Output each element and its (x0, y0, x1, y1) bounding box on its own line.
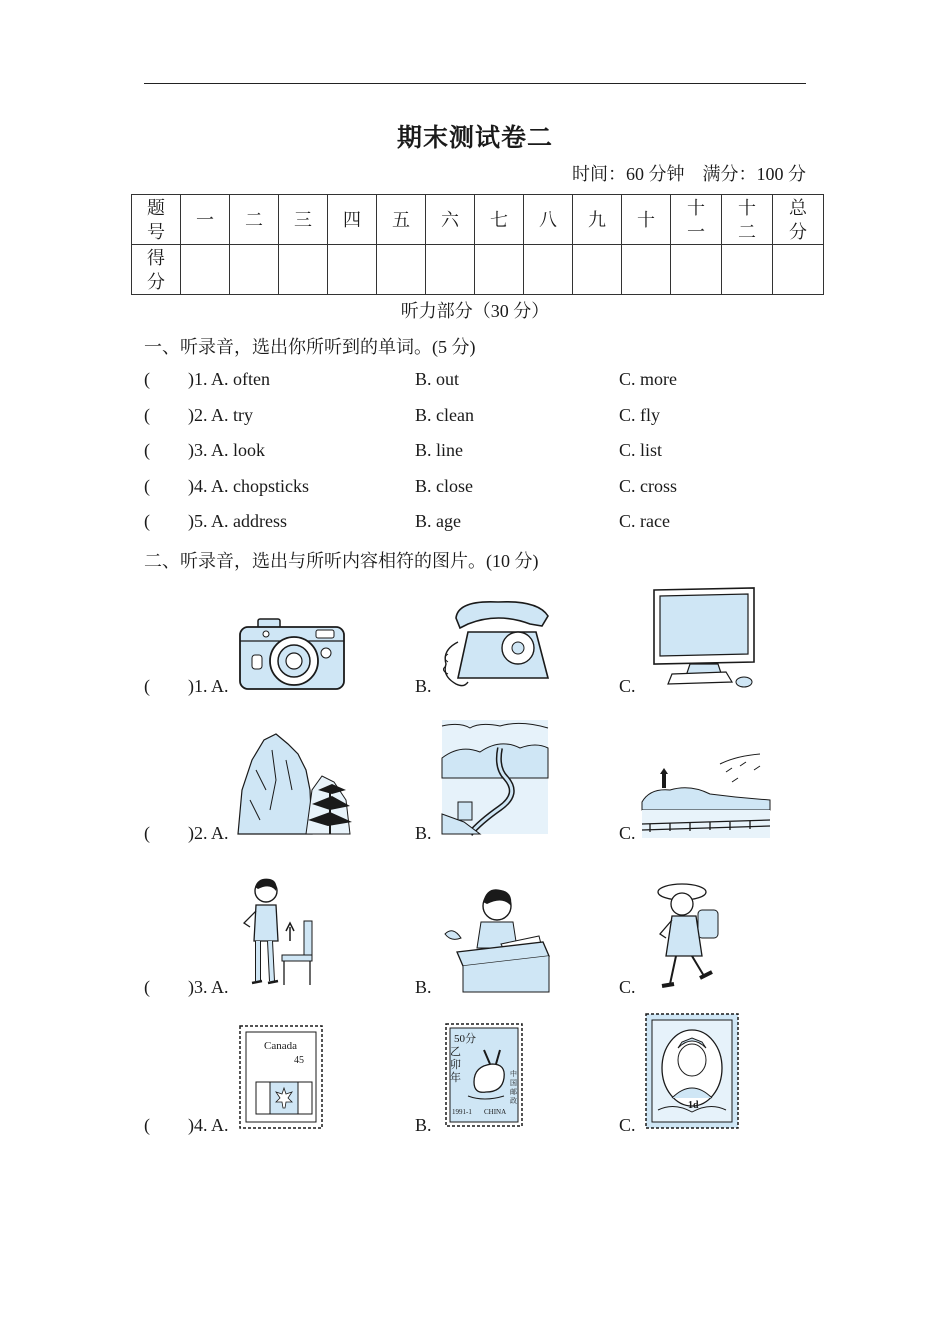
lake-pavilion-picture (640, 752, 772, 840)
china-stamp-country: CHINA (484, 1108, 507, 1116)
question-option-b: B. clean (415, 405, 474, 425)
exam-meta (554, 160, 806, 186)
question-option-b: B. (415, 977, 432, 997)
score-cell[interactable] (671, 245, 722, 295)
col-6: 六 (426, 195, 475, 245)
china-stamp-post: 中国邮政 (510, 1070, 517, 1105)
canada-stamp-picture (238, 1024, 324, 1130)
question-option-b: B. line (415, 440, 463, 460)
question-option-c: C. (619, 676, 636, 696)
question-option-a: )3. A. (188, 977, 229, 997)
part1-heading: 一、听录音，选出你所听到的单词。(5 分) (144, 337, 476, 357)
score-cell[interactable] (426, 245, 475, 295)
answer-paren[interactable]: ( (144, 369, 150, 389)
question-option-c: C. fly (619, 405, 661, 425)
score-table (131, 194, 824, 295)
canada-stamp-country: Canada (264, 1040, 297, 1052)
answer-paren[interactable]: ( (144, 476, 150, 496)
question-option-c: C. (619, 977, 636, 997)
col-3: 三 (279, 195, 328, 245)
question-option-b: B. out (415, 369, 460, 389)
question-option-b: B. age (415, 511, 461, 531)
question-option-b: B. (415, 676, 432, 696)
score-cell[interactable] (475, 245, 524, 295)
answer-paren[interactable]: ( (144, 977, 150, 997)
row-header-question: 题 号 (132, 195, 181, 245)
question-option-a: )1. A. (188, 676, 229, 696)
col-2: 二 (230, 195, 279, 245)
question-option-c: C. more (619, 369, 677, 389)
china-stamp-issue: 1991-1 (452, 1108, 472, 1116)
score-cell[interactable] (622, 245, 671, 295)
score-cell[interactable] (524, 245, 573, 295)
col-5: 五 (377, 195, 426, 245)
row-header-score: 得 分 (132, 245, 181, 295)
col-7: 七 (475, 195, 524, 245)
score-cell[interactable] (773, 245, 824, 295)
canada-stamp-value: 45 (294, 1055, 304, 1066)
col-8: 八 (524, 195, 573, 245)
question-option-b: B. (415, 1115, 432, 1135)
score-cell[interactable] (377, 245, 426, 295)
col-10: 十 (622, 195, 671, 245)
col-9: 九 (573, 195, 622, 245)
col-total: 总 分 (773, 195, 824, 245)
computer-monitor-picture (650, 586, 760, 690)
score-cell[interactable] (573, 245, 622, 295)
question-option-c: C. race (619, 511, 670, 531)
answer-paren[interactable]: ( (144, 405, 150, 425)
part2-heading: 二、听录音，选出与所听内容相符的图片。(10 分) (144, 551, 539, 571)
boy-reading-desk-picture (443, 886, 551, 994)
question-option-b: B. close (415, 476, 473, 496)
question-option-a: )5. A. address (188, 511, 287, 531)
full-score: 满分：100 分 (702, 164, 806, 184)
question-option-a: )3. A. look (188, 440, 266, 460)
china-stamp-year: 乙 卯 年 (450, 1046, 461, 1084)
question-option-a: )4. A. (188, 1115, 229, 1135)
camera-picture (238, 617, 346, 692)
boy-standing-picture (240, 877, 320, 989)
china-rabbit-stamp-picture (444, 1022, 524, 1128)
score-cell[interactable] (279, 245, 328, 295)
score-cell[interactable] (230, 245, 279, 295)
time-limit: 时间：60 分钟 (572, 164, 685, 184)
question-option-c: C. cross (619, 476, 677, 496)
china-stamp-value: 50分 (454, 1033, 476, 1045)
score-cell[interactable] (722, 245, 773, 295)
answer-paren[interactable]: ( (144, 823, 150, 843)
answer-paren[interactable]: ( (144, 676, 150, 696)
question-option-a: )1. A. often (188, 369, 270, 389)
answer-paren[interactable]: ( (144, 511, 150, 531)
header-rule (144, 83, 806, 84)
question-option-c: C. (619, 1115, 636, 1135)
queen-stamp-value: 1d (688, 1100, 699, 1111)
col-12: 十 二 (722, 195, 773, 245)
question-option-a: )2. A. try (188, 405, 253, 425)
score-cell[interactable] (328, 245, 377, 295)
telephone-picture (438, 598, 553, 688)
question-option-a: )2. A. (188, 823, 229, 843)
question-option-c: C. list (619, 440, 663, 460)
listening-section-title: 听力部分（30 分） (400, 301, 550, 321)
question-option-b: B. (415, 823, 432, 843)
col-1: 一 (181, 195, 230, 245)
mountain-pine-picture (236, 730, 352, 836)
great-wall-picture (440, 718, 550, 836)
answer-paren[interactable]: ( (144, 1115, 150, 1135)
score-cell[interactable] (181, 245, 230, 295)
answer-paren[interactable]: ( (144, 440, 150, 460)
page-title: 期末测试卷二 (396, 123, 553, 152)
col-4: 四 (328, 195, 377, 245)
question-option-c: C. (619, 823, 636, 843)
queen-stamp-picture (644, 1012, 740, 1130)
girl-walking-picture (654, 880, 726, 994)
question-option-a: )4. A. chopsticks (188, 476, 309, 496)
col-11: 十 一 (671, 195, 722, 245)
